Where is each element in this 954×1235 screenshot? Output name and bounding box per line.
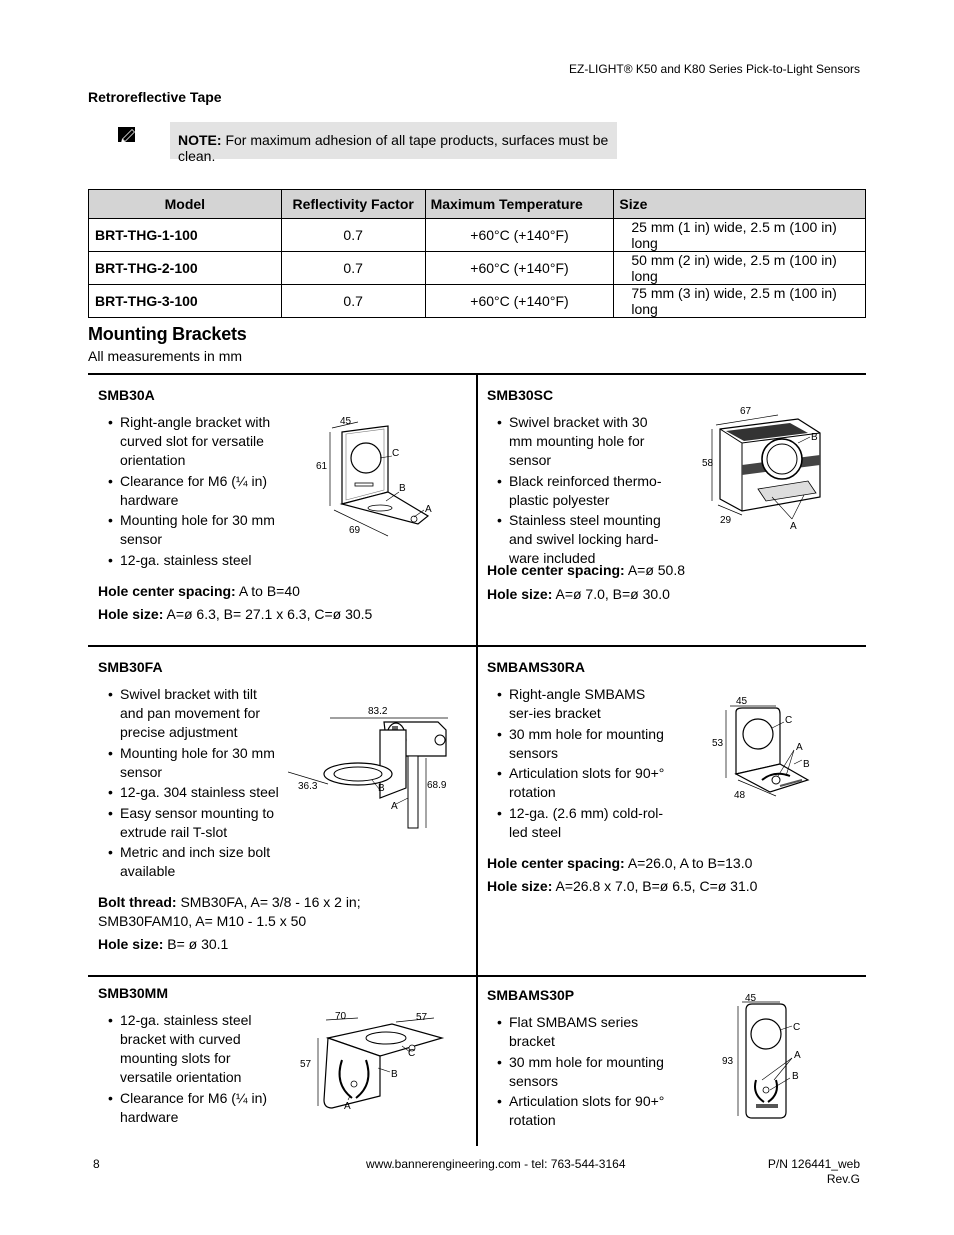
spec-line: Hole center spacing: A to B=40 bbox=[98, 583, 300, 599]
dimension-label: 58 bbox=[702, 458, 714, 469]
callout-label: A bbox=[794, 1050, 801, 1061]
list-item: • Clearance for M6 (¼ in) hardware bbox=[108, 1089, 283, 1127]
table-row bbox=[89, 252, 866, 285]
spec-line: Hole size: B= ø 30.1 bbox=[98, 936, 229, 952]
note-text: For maximum adhesion of all tape products, surfaces must be clean. bbox=[178, 132, 609, 164]
feature-list bbox=[108, 685, 283, 883]
temperature-cell: +60°C (+140°F) bbox=[425, 285, 614, 318]
bracket-name: SMBAMS30P bbox=[487, 987, 575, 1003]
callout-label: B bbox=[399, 483, 406, 494]
callout-label: B bbox=[803, 759, 810, 770]
smbams30ra-diagram bbox=[706, 692, 826, 807]
dimension-label: 67 bbox=[740, 406, 752, 417]
dimension-label: 45 bbox=[736, 696, 748, 707]
callout-label: A bbox=[391, 801, 398, 812]
note-box bbox=[170, 122, 617, 164]
tape-section-title: Retroreflective Tape bbox=[88, 89, 222, 105]
column-header: Size bbox=[614, 190, 866, 219]
callout-label: A bbox=[790, 521, 797, 532]
temperature-cell: +60°C (+140°F) bbox=[425, 252, 614, 285]
bracket-name: SMB30FA bbox=[98, 659, 163, 675]
dimension-label: 29 bbox=[720, 515, 732, 526]
list-item: • Mounting hole for 30 mm sensor bbox=[108, 744, 283, 782]
smb30a-diagram bbox=[310, 412, 440, 542]
bracket-name: SMB30A bbox=[98, 387, 155, 403]
dimension-label: 57 bbox=[416, 1012, 428, 1023]
list-item: • 12-ga. 304 stainless steel bbox=[108, 783, 283, 802]
note-label: NOTE: bbox=[178, 132, 222, 148]
part-number: P/N 126441_web bbox=[767, 1157, 860, 1171]
feature-list bbox=[108, 1011, 283, 1128]
dimension-label: 69 bbox=[349, 525, 361, 536]
spec-line: Hole size: A=ø 7.0, B=ø 30.0 bbox=[487, 586, 670, 602]
list-item: • Stainless steel mounting and swivel locking hard-ware included bbox=[497, 511, 672, 568]
column-header: Maximum Temperature bbox=[425, 190, 614, 219]
feature-list bbox=[497, 685, 672, 843]
page-number: 8 bbox=[93, 1157, 100, 1171]
callout-label: C bbox=[408, 1048, 416, 1059]
dimension-label: 61 bbox=[316, 461, 328, 472]
reflectivity-cell: 0.7 bbox=[281, 252, 425, 285]
spec-line: Hole size: A=ø 6.3, B= 27.1 x 6.3, C=ø 30.5 bbox=[98, 606, 373, 622]
list-item: • Right-angle SMBAMS ser-ies bracket bbox=[497, 685, 672, 723]
callout-label: B bbox=[792, 1071, 799, 1082]
reflectivity-cell: 0.7 bbox=[281, 285, 425, 318]
list-item: • Articulation slots for 90+° rotation bbox=[497, 764, 672, 802]
callout-label: C bbox=[785, 715, 793, 726]
dimension-label: 36.3 bbox=[298, 781, 318, 792]
column-header: Model bbox=[89, 190, 282, 219]
list-item: • Clearance for M6 (¼ in) hardware bbox=[108, 472, 278, 510]
list-item: • Metric and inch size bolt available bbox=[108, 843, 283, 881]
callout-label: A bbox=[344, 1101, 351, 1112]
size-cell: 25 mm (1 in) wide, 2.5 m (100 in) long bbox=[614, 219, 866, 252]
bracket-name: SMB30MM bbox=[98, 985, 169, 1001]
list-item: • Swivel bracket with 30 mm mounting hole for sensor bbox=[497, 413, 672, 470]
tape-table bbox=[88, 189, 866, 318]
callout-label: A bbox=[796, 742, 803, 753]
list-item: • 12-ga. (2.6 mm) cold-rol-led steel bbox=[497, 804, 672, 842]
list-item: • 12-ga. stainless steel bbox=[108, 551, 278, 570]
dimension-label: 83.2 bbox=[368, 706, 388, 717]
dimension-label: 68.9 bbox=[427, 780, 447, 791]
dimension-label: 70 bbox=[335, 1011, 347, 1022]
mounting-brackets-subtitle: All measurements in mm bbox=[88, 348, 243, 364]
dimension-label: 48 bbox=[734, 790, 746, 801]
table-header-row bbox=[89, 190, 866, 219]
dimension-label: 57 bbox=[300, 1059, 312, 1070]
footer-website: www.bannerengineering.com - tel: 763-544-3164 bbox=[366, 1157, 626, 1171]
mounting-brackets-title: Mounting Brackets bbox=[88, 324, 247, 344]
list-item: • Right-angle bracket with curved slot for versatile orientation bbox=[108, 413, 278, 470]
table-row bbox=[89, 285, 866, 318]
callout-label: C bbox=[793, 1022, 801, 1033]
list-item: • Easy sensor mounting to extrude rail T-slot bbox=[108, 804, 283, 842]
grid-divider bbox=[476, 374, 478, 1146]
spec-line: Hole center spacing: A=26.0, A to B=13.0 bbox=[487, 855, 753, 871]
list-item: • Mounting hole for 30 mm sensor bbox=[108, 511, 278, 549]
callout-label: A bbox=[425, 504, 432, 515]
smbams30p-diagram bbox=[718, 990, 818, 1125]
list-item: • 30 mm hole for mounting sensors bbox=[497, 1053, 672, 1091]
bracket-name: SMB30SC bbox=[487, 387, 554, 403]
size-cell: 50 mm (2 in) wide, 2.5 m (100 in) long bbox=[614, 252, 866, 285]
pencil-icon bbox=[117, 124, 139, 146]
reflectivity-cell: 0.7 bbox=[281, 219, 425, 252]
list-item: • 12-ga. stainless steel bracket with curved mounting slots for versatile orientation bbox=[108, 1011, 283, 1087]
list-item: • Swivel bracket with tilt and pan movement for precise adjustment bbox=[108, 685, 283, 742]
feature-list bbox=[497, 1013, 672, 1132]
dimension-label: 45 bbox=[340, 416, 352, 427]
feature-list bbox=[497, 413, 672, 570]
size-cell: 75 mm (3 in) wide, 2.5 m (100 in) long bbox=[614, 285, 866, 318]
model-cell: BRT-THG-3-100 bbox=[89, 285, 282, 318]
smb30mm-diagram bbox=[296, 1008, 456, 1118]
callout-label: B bbox=[811, 432, 818, 443]
callout-label: B bbox=[378, 783, 385, 794]
revision: Rev.G bbox=[826, 1172, 860, 1186]
spec-line: Bolt thread: SMB30FA, A= 3/8 - 16 x 2 in; SMB30FAM10, A= M10 - 1.5 x 50 bbox=[98, 894, 361, 929]
spec-line: Hole center spacing: A=ø 50.8 bbox=[487, 562, 686, 578]
smb30fa-diagram bbox=[288, 700, 458, 840]
callout-label: B bbox=[391, 1069, 398, 1080]
smb30sc-diagram bbox=[698, 403, 833, 533]
table-row bbox=[89, 219, 866, 252]
dimension-label: 93 bbox=[722, 1056, 734, 1067]
document-title: EZ-LIGHT® K50 and K80 Series Pick-to-Light Sensors bbox=[569, 62, 860, 76]
feature-list bbox=[108, 413, 278, 571]
list-item: • Black reinforced thermo-plastic polyester bbox=[497, 472, 672, 510]
bracket-name: SMBAMS30RA bbox=[487, 659, 586, 675]
list-item: • 30 mm hole for mounting sensors bbox=[497, 725, 672, 763]
dimension-label: 53 bbox=[712, 738, 724, 749]
list-item: • Articulation slots for 90+° rotation bbox=[497, 1092, 672, 1130]
model-cell: BRT-THG-1-100 bbox=[89, 219, 282, 252]
dimension-label: 45 bbox=[745, 993, 757, 1004]
column-header: Reflectivity Factor bbox=[281, 190, 425, 219]
callout-label: C bbox=[392, 448, 400, 459]
list-item: • Flat SMBAMS series bracket bbox=[497, 1013, 672, 1051]
spec-line: Hole size: A=26.8 x 7.0, B=ø 6.5, C=ø 31.0 bbox=[487, 878, 758, 894]
temperature-cell: +60°C (+140°F) bbox=[425, 219, 614, 252]
model-cell: BRT-THG-2-100 bbox=[89, 252, 282, 285]
footer-part-number bbox=[768, 1157, 860, 1187]
